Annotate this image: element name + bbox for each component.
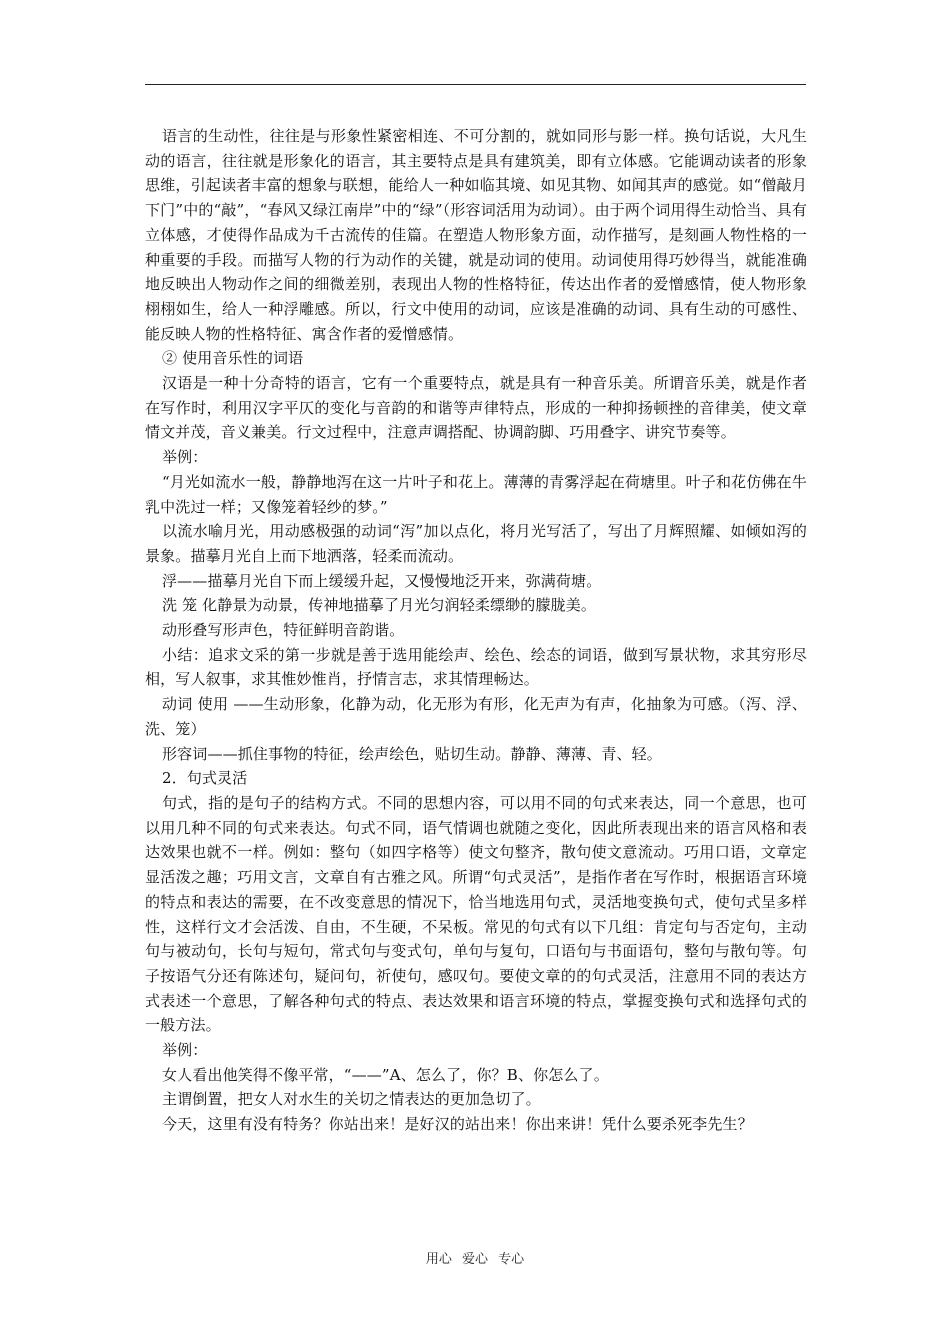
example-label: 举例： [162,448,208,467]
paragraph-inversion: 主谓倒置，把女人对水生的关切之情表达的更加急切了。 [162,1090,541,1109]
paragraph-summary: 小结：追求文采的第一步就是善于选用能绘声、绘色、绘态的词语，做到写景状物，求其穷形尽相，写人叙事，求其惟妙惟肖，抒情言志，求其情理畅达。 [145,645,807,689]
quote-moonlight: “月光如流水一般，静静地泻在这一片叶子和花上。薄薄的青雾浮起在荷塘里。叶子和花仿佛在牛乳中洗过一样；又像笼着轻纱的梦。” [145,472,807,516]
paragraph-woman-example: 女人看出他笑得不像平常，“——”A、怎么了，你？B、你怎么了。 [162,1065,609,1084]
paragraph-musicality: 汉语是一种十分奇特的语言，它有一个重要特点，就是具有一种音乐美。所谓音乐美，就是作者在写作时，利用汉字平仄的变化与音韵的和谐等声律特点，形成的一种抑扬顿挫的音律美，使文章情文并茂，音义兼美。行文过程中，注意声调搭配、协调韵脚、巧用叠字、讲究节奏等。 [145,374,807,442]
paragraph-verb-adjective: 动形叠写形声色，特征鲜明音韵谐。 [162,621,405,640]
header-rule [145,84,806,85]
paragraph-adjective: 形容词——抓住事物的特征，绘声绘色，贴切生动。静静、薄薄、青、轻。 [162,744,662,763]
paragraph-analysis: 以流水喻月光，用动感极强的动词“泻”加以点化，将月光写活了，写出了月辉照耀、如倾如泻的景象。描摹月光自上而下地洒落，轻柔而流动。 [145,522,807,565]
paragraph-vividness: 语言的生动性，往往是与形象性紧密相连、不可分割的，就如同形与影一样。换句话说，大凡生动的语言，往往就是形象化的语言，其主要特点是具有建筑美，即有立体感。它能调动读者的形象思维，引起读者丰富的想象与联想，能给人一种如临其境、如见其物、如闻其声的感觉。如“僧敲月下门”中的“敲”，“春风又绿江南岸”中的“绿”（形容词活用为动词）。由于两个词用得生动恰当、具有立体感，才使得作品成为千古流传的佳篇。在塑造人物形象方面，动作描写，是刻画人物性格的一种重要的手段。而描写人物的行为动作的关键，就是动词的使用。动词使用得巧妙得当，就能准确地反映出人物动作之间的细微差别，表现出人物的性格特征，传达出作者的爱憎感情，使人物形象栩栩如生，给人一种浮雕感。所以，行文中使用的动词，应该是准确的动词、具有生动的可感性、能反映人物的性格特征、寓含作者的爱憎感情。 [145,127,807,343]
document-body [145,124,807,1137]
paragraph-sentence-patterns: 句式，指的是句子的结构方式。不同的思想内容，可以用不同的句式来表达，同一个意思，也可以用几种不同的句式来表达。句式不同，语气情调也就随之变化，因此所表现出来的语言风格和表达效果也就不一样。例如：整句（如四字格等）使文句整齐，散句使文意流动。巧用口语，文章定显活泼之趣；巧用文言，文章自有古雅之风。所谓“句式灵活”，是指作者在写作时，根据语言环境的特点和表达的需要，在不改变意思的情况下，恰当地选用句式，灵活地变换句式，使句式呈多样性，这样行文才会活泼、自由，不生硬，不呆板。常见的句式有以下几组：肯定句与否定句，主动句与被动句，长句与短句，常式句与变式句，单句与复句，口语句与书面语句，整句与散句等。句子按语气分还有陈述句，疑问句，祈使句，感叹句。要使文章的的句式灵活，注意用不同的表达方式表述一个意思，了解各种句式的特点、表达效果和语言环境的特点，掌握变换句式和选择句式的一般方法。 [145,793,807,1035]
section-heading-sentence: 2．句式灵活 [162,769,248,788]
paragraph-speech: 今天，这里有没有特务？你站出来！是好汉的站出来！你出来讲！凭什么要杀死李先生？ [162,1115,753,1134]
paragraph-float: 浮——描摹月光自下而上缓缓升起，又慢慢地泛开来，弥满荷塘。 [162,571,602,590]
example-label-2: 举例： [162,1041,208,1060]
page-footer: 用心 爱心 专心 [425,1252,525,1267]
paragraph-verb-use: 动词 使用 ——生动形象，化静为动，化无形为有形，化无声为有声，化抽象为可感。（泻、浮、洗、笼） [145,695,807,738]
paragraph-wash: 洗 笼 化静景为动景，传神地描摹了月光匀润轻柔缥缈的朦胧美。 [162,596,597,615]
subheading-musical-words: ② 使用音乐性的词语 [162,349,304,368]
